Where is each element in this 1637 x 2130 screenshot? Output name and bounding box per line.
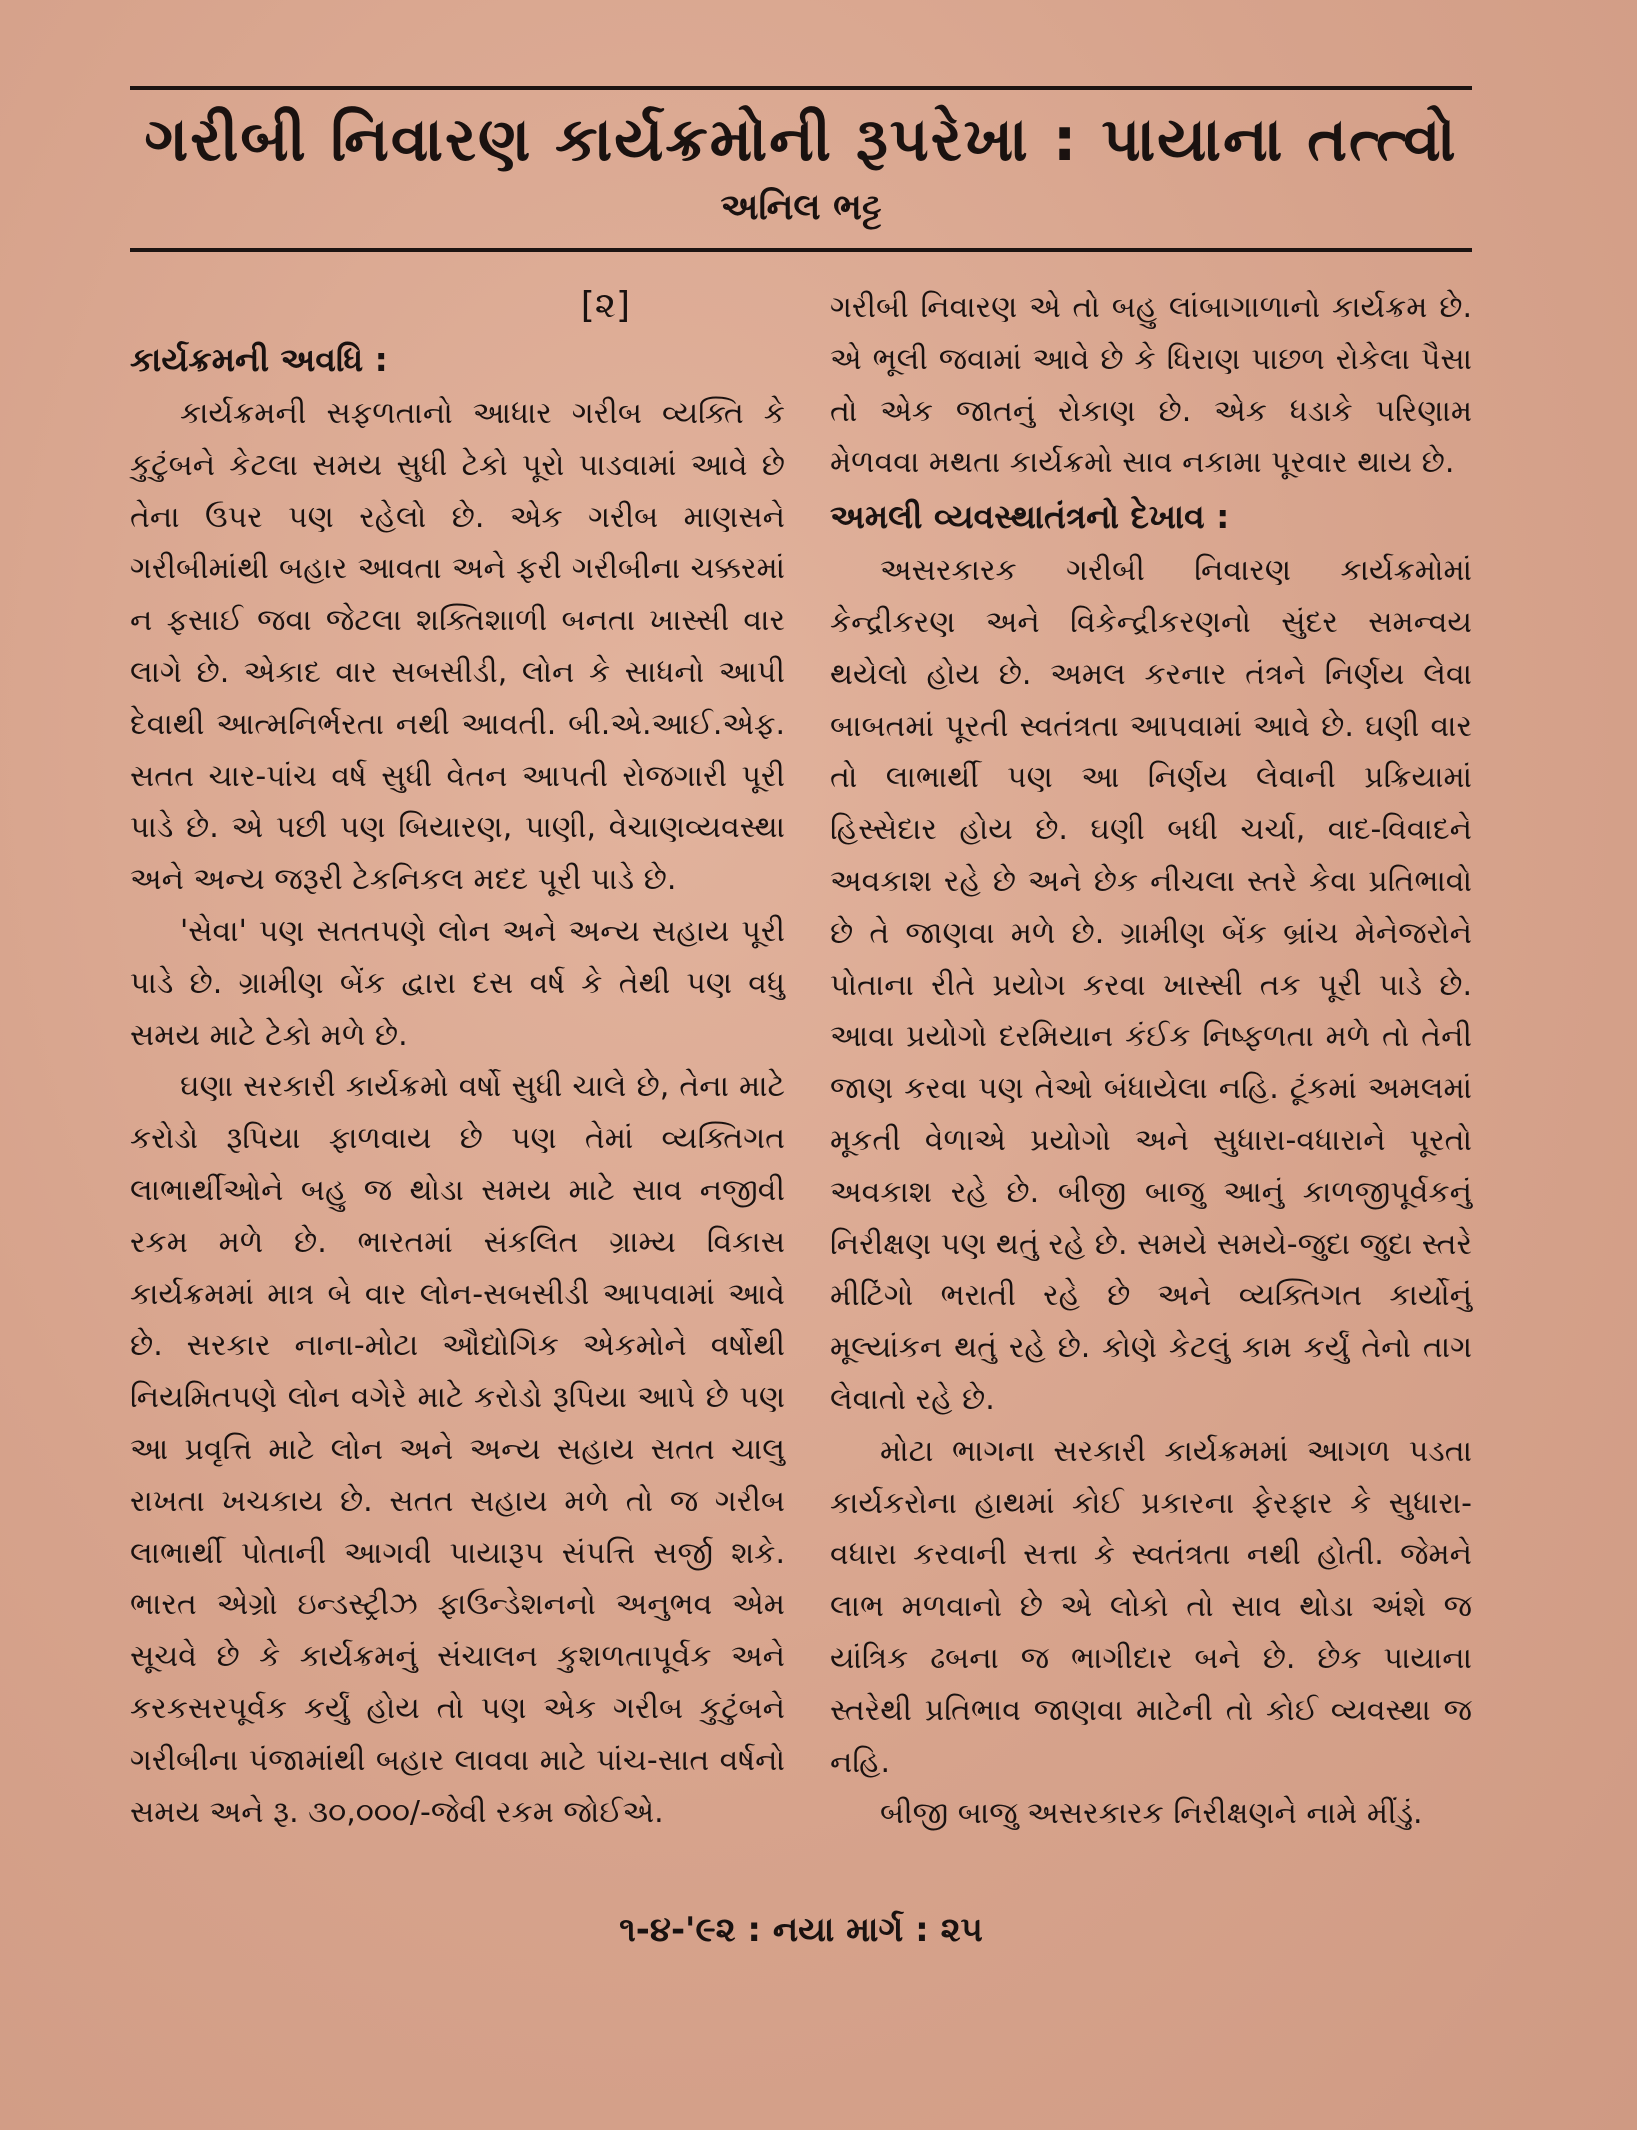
body-paragraph: અસરકારક ગરીબી નિવારણ કાર્યક્રમોમાં કેન્દ્રીકરણ અને વિકેન્દ્રીકરણનો સુંદર સમન્વય થયેલો હોય છે. અમલ કરનાર તંત્રને નિર્ણય લેવા બાબતમાં પૂરતી સ્વતંત્રતા આપવામાં આવે છે. ઘણી વાર તો લાભાર્થી પણ આ નિર્ણય લેવાની પ્રક્રિયામાં હિસ્સેદાર હોય છે. ઘણી બધી ચર્ચા, વાદ-વિવાદને અવકાશ રહે છે અને છેક નીચલા સ્તરે કેવા પ્રતિભાવો છે તે જાણવા મળે છે. ગ્રામીણ બેંક બ્રાંચ મેનેજરોને પોતાના રીતે પ્રયોગ કરવા ખાસ્સી તક પૂરી પાડે છે. આવા પ્રયોગો દરમિયાન કંઈક નિષ્ફળતા મળે તો તેની જાણ કરવા પણ તેઓ બંધાયેલા નહિ. ટૂંકમાં અમલમાં મૂકતી વેળાએ પ્રયોગો અને સુધારા-વધારાને પૂરતો અવકાશ રહે છે. બીજી બાજુ આનું કાળજીપૂર્વકનું નિરીક્ષણ પણ થતું રહે છે. સમયે સમયે-જુદા જુદા સ્તરે મીટિંગો ભરાતી રહે છે અને વ્યક્તિગત કાર્યોનું મૂલ્યાંકન થતું રહે છે. કોણે કેટલું કામ કર્યું તેનો તાગ લેવાતો રહે છે. xyxy=(830,553,1472,1417)
top-rule xyxy=(130,86,1472,90)
article-title: ગરીબી નિવારણ કાર્યક્રમોની રૂપરેખા : પાયાના તત્ત્વો xyxy=(144,105,1458,175)
header-rule xyxy=(130,248,1472,252)
body-paragraph: ઘણા સરકારી કાર્યક્રમો વર્ષો સુધી ચાલે છે, તેના માટે કરોડો રૂપિયા ફાળવાય છે પણ તેમાં વ્યક્તિગત લાભાર્થીઓને બહુ જ થોડા સમય માટે સાવ નજીવી રકમ મળે છે. ભારતમાં સંકલિત ગ્રામ્ય વિકાસ કાર્યક્રમમાં માત્ર બે વાર લોન-સબસીડી આપવામાં આવે છે. સરકાર નાના-મોટા ઔદ્યોગિક એકમોને વર્ષોથી નિયમિતપણે લોન વગેરે માટે કરોડો રૂપિયા આપે છે પણ આ પ્રવૃત્તિ માટે લોન અને અન્ય સહાય સતત ચાલુ રાખતા ખચકાય છે. સતત સહાય મળે તો જ ગરીબ લાભાર્થી પોતાની આગવી પાયારૂપ સંપત્તિ સર્જી શકે. ભારત એગ્રો ઇન્ડસ્ટ્રીઝ ફાઉન્ડેશનનો અનુભવ એમ સૂચવે છે કે કાર્યક્રમનું સંચાલન કુશળતાપૂર્વક અને કરકસરપૂર્વક કર્યું હોય તો પણ એક ગરીબ કુટુંબને ગરીબીના પંજામાંથી બહાર લાવવા માટે પાંચ-સાત વર્ષનો સમય અને રૂ. ૩૦,૦૦૦/-જેવી રકમ જોઈએ. xyxy=(130,1069,785,1830)
left-column xyxy=(130,282,785,1838)
body-paragraph: કાર્યક્રમની સફળતાનો આધાર ગરીબ વ્યક્તિ કે કુટુંબને કેટલા સમય સુધી ટેકો પૂરો પાડવામાં આવે છે તેના ઉપર પણ રહેલો છે. એક ગરીબ માણસને ગરીબીમાંથી બહાર આવતા અને ફરી ગરીબીના ચક્કરમાં ન ફસાઈ જવા જેટલા શક્તિશાળી બનતા ખાસ્સી વાર લાગે છે. એકાદ વાર સબસીડી, લોન કે સાધનો આપી દેવાથી આત્મનિર્ભરતા નથી આવતી. બી.એ.આઈ.એફ. સતત ચાર-પાંચ વર્ષ સુધી વેતન આપતી રોજગારી પૂરી પાડે છે. એ પછી પણ બિયારણ, પાણી, વેચાણવ્યવસ્થા અને અન્ય જરૂરી ટેકનિકલ મદદ પૂરી પાડે છે. xyxy=(130,396,785,898)
body-paragraph: 'સેવા' પણ સતતપણે લોન અને અન્ય સહાય પૂરી પાડે છે. ગ્રામીણ બેંક દ્વારા દસ વર્ષ કે તેથી પણ વધુ સમય માટે ટેકો મળે છે. xyxy=(130,913,785,1053)
body-paragraph: બીજી બાજુ અસરકારક નિરીક્ષણને નામે મીંડું. xyxy=(880,1796,1423,1832)
page-footer: ૧-૪-'૯૨ : નયા માર્ગ : ૨૫ xyxy=(619,1910,983,1950)
part-number: [૨] xyxy=(580,285,630,326)
article-author: અનિલ ભટ્ટ xyxy=(720,187,882,228)
section-heading-duration: કાર્યક્રમની અવધિ : xyxy=(130,340,388,379)
right-column xyxy=(830,282,1472,1840)
body-paragraph: મોટા ભાગના સરકારી કાર્યક્રમમાં આગળ પડતા કાર્યકરોના હાથમાં કોઈ પ્રકારના ફેરફાર કે સુધારા-વધારા કરવાની સત્તા કે સ્વતંત્રતા નથી હોતી. જેમને લાભ મળવાનો છે એ લોકો તો સાવ થોડા અંશે જ યાંત્રિક ઢબના જ ભાગીદાર બને છે. છેક પાયાના સ્તરેથી પ્રતિભાવ જાણવા માટેની તો કોઈ વ્યવસ્થા જ નહિ. xyxy=(830,1433,1472,1780)
body-paragraph: ગરીબી નિવારણ એ તો બહુ લાંબાગાળાનો કાર્યક્રમ છે. એ ભૂલી જવામાં આવે છે કે ધિરાણ પાછળ રોકેલા પૈસા તો એક જાતનું રોકાણ છે. એક ધડાકે પરિણામ મેળવવા મથતા કાર્યક્રમો સાવ નકામા પૂરવાર થાય છે. xyxy=(830,290,1472,481)
section-heading-implementation: અમલી વ્યવસ્થાતંત્રનો દેખાવ : xyxy=(830,497,1230,537)
